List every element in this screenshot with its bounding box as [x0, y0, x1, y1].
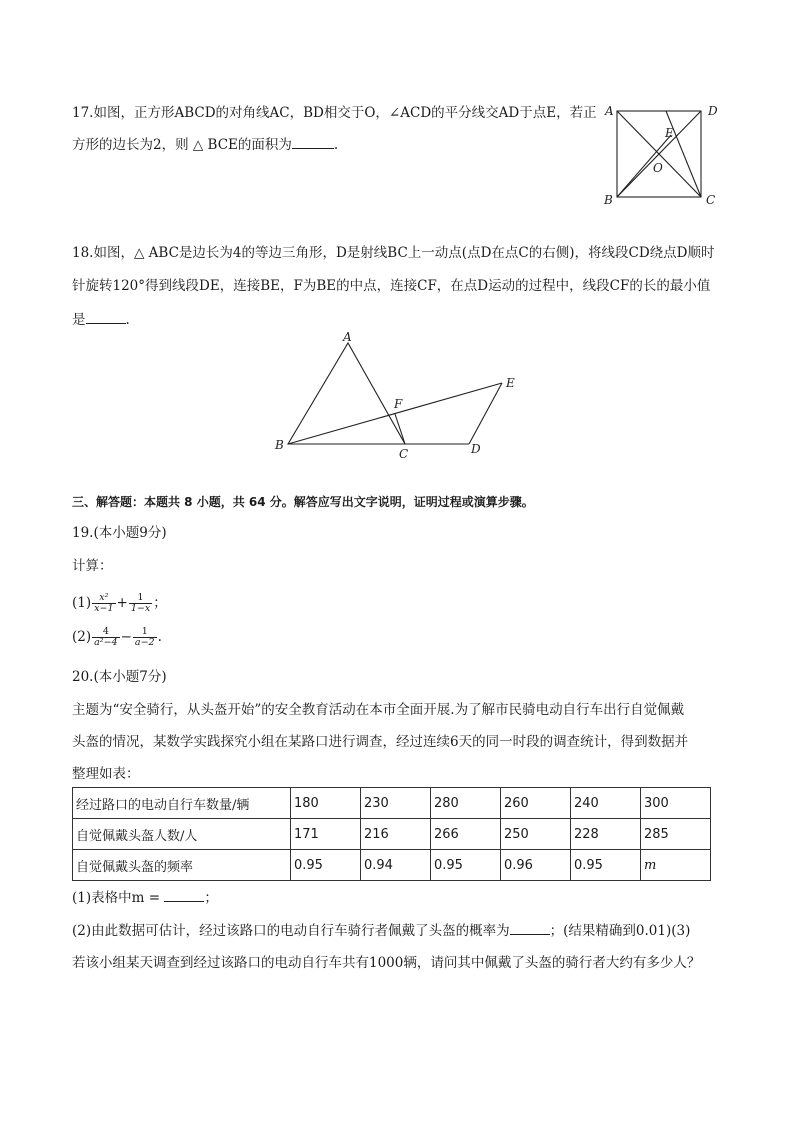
fraction-3: $\frac{4}{\text{a²−4}}$	[94, 626, 118, 648]
q19-part1: (1) $\frac{\text{x²}}{x-1}$ + $\frac{1}{1-x}$ ；	[72, 592, 167, 614]
label-e: E	[506, 376, 515, 390]
label-a: A	[343, 330, 352, 344]
q19-part2: (2) $\frac{4}{\text{a²−4}}$ − $\frac{1}{a-2}$ .	[72, 626, 162, 648]
segment-be	[617, 135, 671, 197]
q17-line2	[72, 134, 338, 155]
section-heading: 三、解答题：本题共 8 小题，共 64 分。解答应写出文字说明，证明过程或演算步骤。	[72, 495, 534, 509]
q17-period: .	[333, 137, 339, 153]
label-d: D	[471, 442, 481, 456]
q17-line2-text: 方形的边长为2，则 △ BCE的面积为	[72, 137, 292, 153]
table-row: 经过路口的电动自行车数量/辆 180 230 280 260 240 300	[73, 788, 711, 819]
label-a: A	[605, 104, 614, 118]
table-row: 自觉佩戴头盔的频率 0.95 0.94 0.95 0.96 0.95 m	[73, 850, 711, 881]
q19-prompt: 计算：	[72, 558, 113, 574]
label-c: C	[399, 447, 409, 461]
q18-answer-blank[interactable]	[86, 309, 126, 324]
q20-sub2-text: (2)由此数据可估计，经过该路口的电动自行车骑行者佩戴了头盔的概率为	[72, 923, 510, 939]
q19-title: 19.(本小题9分)	[72, 525, 167, 541]
q19-part2-label: (2)	[72, 629, 92, 645]
bisector-ce	[666, 111, 701, 197]
segment-de	[469, 383, 502, 444]
q18-line3-text: 是	[72, 312, 86, 328]
q20-title: 20.(本小题7分)	[72, 669, 167, 685]
table-row: 自觉佩戴头盔人数/人 171 216 266 250 228 285	[73, 819, 711, 850]
fraction-4: $\frac{1}{a-2}$	[134, 626, 155, 648]
q18-line2: 针旋转120°得到线段DE，连接BE，F为BE的中点，连接CF，在点D运动的过程中，线段CF的长的最小值	[72, 278, 711, 294]
q17-line1: 17.如图，正方形ABCD的对角线AC，BD相交于O，∠ACD的平分线交AD于点E，若正	[72, 105, 597, 121]
fraction-2: $\frac{1}{1-x}$	[130, 592, 151, 614]
operator-minus: −	[120, 629, 132, 645]
q20-sub1-text: (1)表格中m =	[72, 890, 165, 906]
label-b: B	[604, 193, 613, 207]
fraction-1: $\frac{\text{x²}}{x-1}$	[94, 592, 114, 614]
q20-sub1: (1)表格中m = ；	[72, 887, 218, 908]
q20-sub3: 若该小组某天调查到经过该路口的电动自行车共有1000辆，请问其中佩戴了头盔的骑行者大约有多少人？	[72, 955, 701, 971]
label-b: B	[275, 438, 284, 452]
q18-triangle-figure	[270, 328, 530, 463]
q17-square-figure	[600, 100, 730, 210]
q17-answer-blank[interactable]	[292, 134, 334, 149]
label-e: E	[665, 126, 674, 140]
survey-table	[72, 787, 711, 881]
q20-text2: 头盔的情况，某数学实践探究小组在某路口进行调查，经过连续6天的同一时段的调查统计，得到数据并	[72, 734, 689, 750]
q20-text3: 整理如表：	[72, 766, 140, 782]
operator-plus: +	[116, 595, 128, 611]
q18-line1: 18.如图，△ ABC是边长为4的等边三角形，D是射线BC上一动点(点D在点C的右侧)，将线段CD绕点D顺时	[72, 245, 715, 261]
segment-be	[288, 383, 502, 444]
label-c: C	[706, 193, 716, 207]
triangle-abc	[288, 343, 405, 444]
q20-m-blank[interactable]	[164, 887, 204, 902]
q19-part1-label: (1)	[72, 595, 92, 611]
q20-probability-blank[interactable]	[510, 920, 550, 935]
q18-period: .	[125, 312, 130, 328]
label-f: F	[394, 397, 403, 411]
q20-sub2: (2)由此数据可估计，经过该路口的电动自行车骑行者佩戴了头盔的概率为 ；(结果精确到0.01)(3)	[72, 920, 690, 941]
q18-line3	[72, 309, 130, 330]
q20-text1: 主题为“安全骑行，从头盔开始”的安全教育活动在本市全面开展.为了解市民骑电动自行车出行自觉佩戴	[72, 702, 685, 718]
label-d: D	[708, 104, 718, 118]
label-o: O	[653, 161, 663, 175]
